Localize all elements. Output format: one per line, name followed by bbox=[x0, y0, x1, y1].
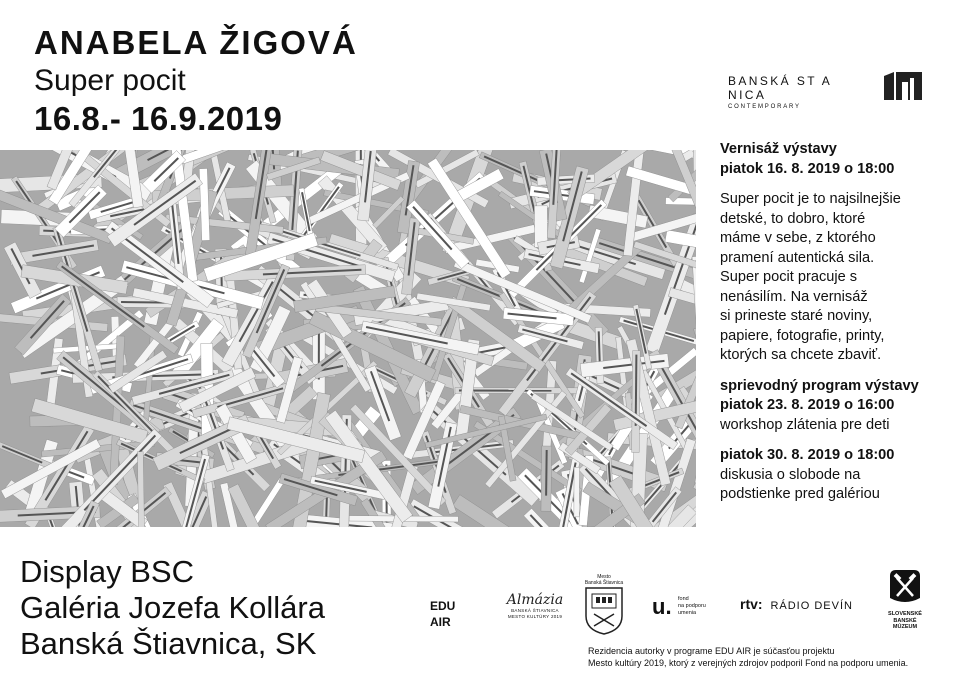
description-line: si prineste staré noviny, bbox=[720, 308, 873, 324]
event-info bbox=[720, 140, 950, 505]
radio-devin-text: RÁDIO DEVÍN bbox=[770, 600, 853, 612]
description bbox=[720, 190, 950, 366]
exhibition-dates: 16.8.- 16.9.2019 bbox=[34, 100, 283, 137]
almazia-sub-line: BANSKÁ ŠTIAVNICA bbox=[511, 608, 559, 613]
coat-label-line: Mesto bbox=[597, 574, 611, 580]
venue-line: Banská Štiavnica, SK bbox=[20, 626, 317, 661]
description-line: pramení autentická sila. bbox=[720, 249, 875, 266]
venue-line: Display BSC bbox=[20, 554, 194, 589]
museum-label-line: SLOVENSKÉ bbox=[888, 611, 922, 617]
almazia-sub-line: MESTO KULTÚRY 2019 bbox=[507, 614, 563, 619]
banska-stanica-logo bbox=[728, 74, 858, 110]
fond-text bbox=[678, 596, 706, 617]
almazia-name: Almázia bbox=[506, 592, 564, 608]
shredded-paper-photo bbox=[0, 150, 696, 527]
program1-desc: workshop zlátenia pre deti bbox=[720, 416, 890, 433]
edu-air-text: AIR bbox=[430, 615, 451, 629]
building-icon bbox=[882, 70, 924, 102]
coat-label-line: Banská Štiavnica bbox=[584, 580, 624, 586]
coat-of-arms-icon bbox=[580, 586, 628, 636]
edu-air-logo bbox=[430, 598, 455, 630]
description-line: Super pocit pracuje s bbox=[720, 269, 858, 285]
fond-mark: u. bbox=[652, 594, 672, 619]
exhibition-title: Super pocit bbox=[34, 64, 186, 97]
paper-strip bbox=[574, 467, 580, 517]
opening-date: piatok 16. 8. 2019 o 18:00 bbox=[720, 160, 895, 177]
program2-desc: diskusia o slobode na bbox=[720, 466, 861, 483]
program-heading: sprievodný program výstavy bbox=[720, 377, 919, 394]
description-line: máme v sebe, z ktorého bbox=[720, 230, 876, 246]
rtvs-radio-devin-logo bbox=[740, 596, 880, 616]
program2-date: piatok 30. 8. 2019 o 18:00 bbox=[720, 447, 895, 463]
almazia-logo bbox=[500, 592, 570, 632]
museum-label-line: BANSKÉ bbox=[893, 617, 917, 624]
museum-label bbox=[882, 611, 928, 631]
residency-note bbox=[588, 645, 948, 669]
residency-line: Mesto kultúry 2019, ktorý z verejných zdrojov podporil Fond na podporu umenia. bbox=[588, 658, 909, 668]
almazia-sub bbox=[500, 608, 570, 620]
description-line: papiere, fotografie, printy, bbox=[720, 327, 885, 344]
rtvs-mark: rtv: bbox=[740, 596, 763, 612]
description-line: ktorých sa chcete zbaviť. bbox=[720, 347, 882, 363]
venue bbox=[20, 554, 325, 662]
fond-na-podporu-umenia-logo bbox=[652, 594, 722, 624]
program1-date: piatok 23. 8. 2019 o 16:00 bbox=[720, 397, 895, 413]
artist-name: ANABELA ŽIGOVÁ bbox=[34, 24, 358, 61]
fond-text-line: na podporu bbox=[678, 603, 706, 609]
residency-line: Rezidencia autorky v programe EDU AIR je súčasťou projektu bbox=[588, 646, 835, 656]
venue-line: Galéria Jozefa Kollára bbox=[20, 590, 325, 625]
fond-text-line: fond bbox=[678, 596, 689, 602]
museum-label-line: MÚZEUM bbox=[892, 624, 918, 630]
program2-desc: podstienke pred galériou bbox=[720, 486, 880, 502]
edu-air-text: EDU bbox=[430, 599, 456, 613]
coat-label bbox=[580, 574, 628, 586]
bsc-logo-sub: CONTEMPORARY bbox=[728, 104, 801, 110]
bsc-logo-name: BANSKÁ ST A NICA bbox=[728, 74, 832, 102]
description-line: Super pocit je to najsilnejšie bbox=[720, 191, 901, 207]
coat-of-arms-logo bbox=[580, 574, 628, 636]
fond-text-line: umenia bbox=[678, 610, 697, 616]
opening-heading: Vernisáž výstavy bbox=[720, 141, 837, 157]
mining-hammers-icon bbox=[888, 568, 922, 606]
description-line: detské, to dobro, ktoré bbox=[720, 210, 866, 227]
slovenske-banske-muzeum-logo bbox=[882, 568, 928, 638]
description-line: nenásilím. Na vernisáž bbox=[720, 288, 868, 305]
